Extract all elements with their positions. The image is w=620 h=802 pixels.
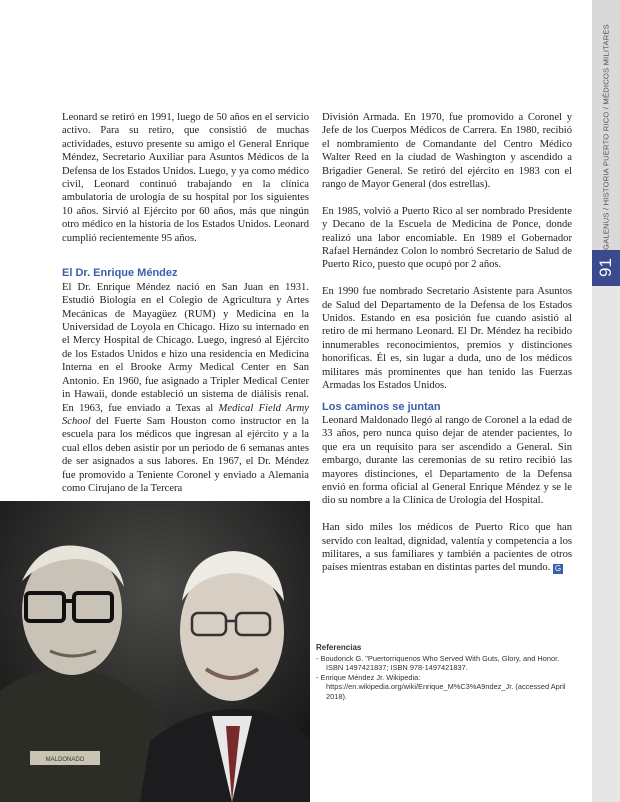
right-paragraph-3: En 1990 fue nombrado Secretario Asistente para Asuntos de Salud del Departamento de la Defensa de los Estados Unidos. Estando en esa posición fue cuando asistió al retiro de mi hermano Leonard. El Dr. Méndez ha recibido innumerables reconocimientos, premios y distinciones honoríficas. Él es, sin lugar a duda, uno de los médicos militares más prominentes que han tenido las Fuerzas Armadas los Estados Unidos. <box>322 286 572 392</box>
reference-item-2: - Enrique Méndez Jr. Wikipedia: https://en.wikipedia.org/wiki/Enrique_M%C3%A9ndez_Jr. (accessed April 2018). <box>316 672 566 701</box>
reference-item-1: - Boudonck G. "Puertorriquenos Who Served With Guts, Glory, and Honor. ISBN 1497421837; ISBN 978-1497421837. <box>316 653 560 673</box>
references <box>316 643 574 702</box>
section-heading-mendez: El Dr. Enrique Méndez <box>62 267 178 280</box>
page-number: 91 <box>596 258 615 278</box>
sidebar-band <box>592 0 620 286</box>
photo-illustration <box>0 501 310 802</box>
sidebar <box>592 0 620 802</box>
right-paragraph-2: En 1985, volvió a Puerto Rico al ser nombrado Presidente y Decano de la Escuela de Medicina de Ponce, donde realizó una labor encomiable. En 1989 el Gobernador Rafael Hernández Colon lo nombró Secretario de Salud de Puerto Rico, puesto que ocupó por 2 años. <box>322 205 572 271</box>
left-paragraph-1: Leonard se retiró en 1991, luego de 50 años en el servicio activo. Para su retiro, que consistió de muchas actividades, estuvo presente su amigo el General Enrique Méndez, Secretario Auxiliar para Asuntos Médicos de la Defensa de los Estados Unidos. Luego, y ya como médico civil, Leonard continuó trabajando en la clínica ambulatoria de urología de su hospital por los siguientes 10 años. Sirvió al Ejército por 60 años, más que ningún otro médico en la historia de los Estados Unidos. Leonard cumplió recientemente 95 años. <box>62 112 309 244</box>
end-mark-icon: G <box>554 564 562 574</box>
references-title: Referencias <box>316 643 362 652</box>
left-column <box>62 111 309 495</box>
right-paragraph-4: Leonard Maldonado llegó al rango de Coronel a la edad de 33 años, pero nunca quiso dejar de atender pacientes, lo que era un requisito para ser ascendido a General. Sin embargo, durante las ceremonias de su retiro recibió las mayores distinciones, el Departamento de la Defensa envió en forma oficial al General Enrique Méndez y se le dio su nombre a la Clínica de Urología del Hospital. <box>322 414 572 507</box>
page-number-tab <box>592 250 620 286</box>
right-paragraph-5 <box>322 521 572 575</box>
name-tag-text: MALDONADO <box>45 757 85 763</box>
italic-school-name: Medical Field Army School <box>62 402 309 427</box>
photo-two-generals <box>0 501 310 802</box>
left-paragraph-2a: El Dr. Enrique Méndez nació en San Juan en 1931. Estudió Biología en el Colegio de Agricultura y Artes Mecánicas de Mayagüez (RUM) y Medicina en la Universidad de Loyola en Chicago. Hizo su internado en el Mercy Hospital de Chicago. Luego, ingresó al Ejército de los Estados Unidos e hizo una residencia en Medicina Interna en el Brooke Army Medical Center en San Antonio. En 1960, fue asignado a Tripler Medical Center in Hawaii, donde estableció un sistema de diálisis renal. En 1963, fue enviado a Texas al <box>62 281 309 414</box>
left-paragraph-2b: del Fuerte Sam Houston como instructor en la escuela para los médicos que ingresan al ejército y a la cual ellos deben asistir por un periodo de 6 semanas antes de ser asignados a sus labores. En 1967, el Dr. Méndez fue promovido a Teniente Coronel y enviado a Alemania como Cirujano de la Tercera <box>62 415 309 494</box>
right-paragraph-1: División Armada. En 1970, fue promovido a Coronel y Jefe de los Cuerpos Médicos de Carrera. En 1980, recibió el nombramiento de Comandante del Centro Médico Walter Reed en la ciudad de Washington y ascendido a Brigadier General. Se retiró del ejército en 1983 con el rango de Mayor General (dos estrellas). <box>322 112 572 191</box>
right-paragraph-5-text: Han sido miles los médicos de Puerto Rico que han servido con lealtad, dignidad, valentía y competencia a los militares, a sus familiares y también a pacientes de otros países mientras estaban en distintas partes del mundo. <box>322 522 572 574</box>
running-title: GALENUS / HISTORIA PUERTO RICO / MÉDICOS MILITARES <box>601 24 611 250</box>
left-paragraph-2 <box>62 281 309 496</box>
right-column <box>322 111 572 575</box>
section-heading-caminos: Los caminos se juntan <box>322 400 441 413</box>
